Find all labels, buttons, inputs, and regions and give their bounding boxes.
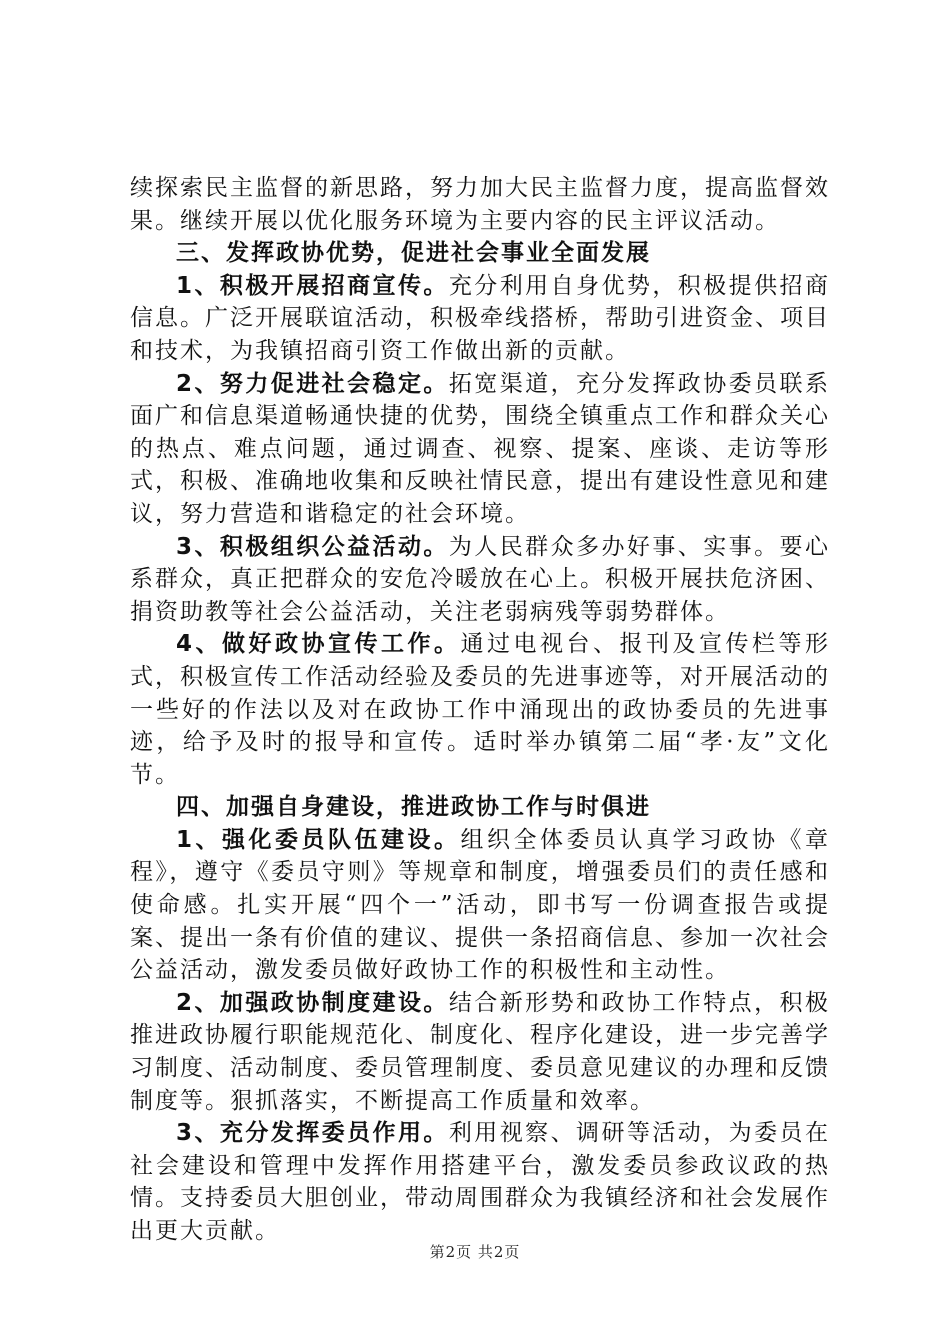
item-body: 利用视察、调研等活动，为委员在社会建设和管理中发挥作用搭建平台，激发委员参政议政的热情。支持委员大胆创业，带动周围群众为我镇经济和社会发展作出更大贡献。 (130, 1120, 830, 1244)
paragraph-item (130, 368, 830, 531)
item-lead: 3、充分发挥委员作用。 (176, 1120, 449, 1147)
paragraph-item (130, 628, 830, 791)
page-footer (0, 1241, 950, 1262)
section-heading-three (130, 237, 830, 270)
item-lead: 3、积极组织公益活动。 (176, 533, 449, 560)
paragraph-item (130, 531, 830, 629)
item-lead: 1、强化委员队伍建设。 (176, 826, 461, 853)
heading-text: 三、发挥政协优势，促进社会事业全面发展 (176, 240, 651, 267)
paragraph-item (130, 824, 830, 987)
document-body (130, 172, 830, 1248)
item-lead: 2、加强政协制度建设。 (176, 989, 449, 1016)
item-lead: 1、积极开展招商宣传。 (176, 272, 449, 299)
item-body: 拓宽渠道，充分发挥政协委员联系面广和信息渠道畅通快捷的优势，围绕全镇重点工作和群众关心的热点、难点问题，通过调查、视察、提案、座谈、走访等形式，积极、准确地收集和反映社情民意，提出有建设性意见和建议，努力营造和谐稳定的社会环境。 (130, 370, 830, 527)
item-body: 充分利用自身优势，积极提供招商信息。广泛开展联谊活动，积极牵线搭桥，帮助引进资金、项目和技术，为我镇招商引资工作做出新的贡献。 (130, 272, 830, 364)
item-body: 组织全体委员认真学习政协《章程》，遵守《委员守则》等规章和制度，增强委员们的责任感和使命感。扎实开展“四个一”活动，即书写一份调查报告或提案、提出一条有价值的建议、提供一条招商信息、参加一次社会公益活动，激发委员做好政协工作的积极性和主动性。 (130, 826, 830, 984)
page-number-label: 第2页 共2页 (429, 1243, 521, 1261)
item-body: 结合新形势和政协工作特点，积极推进政协履行职能规范化、制度化、程序化建设，进一步完善学习制度、活动制度、委员管理制度、委员意见建议的办理和反馈制度等。狠抓落实，不断提高工作质量和效率。 (130, 989, 830, 1114)
heading-text: 四、加强自身建设，推进政协工作与时俱进 (176, 794, 651, 821)
item-body: 通过电视台、报刊及宣传栏等形式，积极宣传工作活动经验及委员的先进事迹等，对开展活动的一些好的作法以及对在政协工作中涌现出的政协委员的先进事迹，给予及时的报导和宣传。适时举办镇第二届“孝·友”文化节。 (130, 631, 830, 788)
section-heading-four (130, 791, 830, 824)
paragraph-text: 续探索民主监督的新思路，努力加大民主监督力度，提高监督效果。继续开展以优化服务环境为主要内容的民主评议活动。 (130, 175, 830, 234)
item-lead: 2、努力促进社会稳定。 (176, 370, 449, 397)
paragraph-item (130, 987, 830, 1117)
paragraph-item (130, 1117, 830, 1247)
item-lead: 4、做好政协宣传工作。 (176, 631, 461, 658)
item-body: 为人民群众多办好事、实事。要心系群众，真正把群众的安危冷暖放在心上。积极开展扶危济困、捐资助教等社会公益活动，关注老弱病残等弱势群体。 (130, 533, 830, 625)
paragraph-item (130, 270, 830, 368)
paragraph-continuation (130, 172, 830, 237)
